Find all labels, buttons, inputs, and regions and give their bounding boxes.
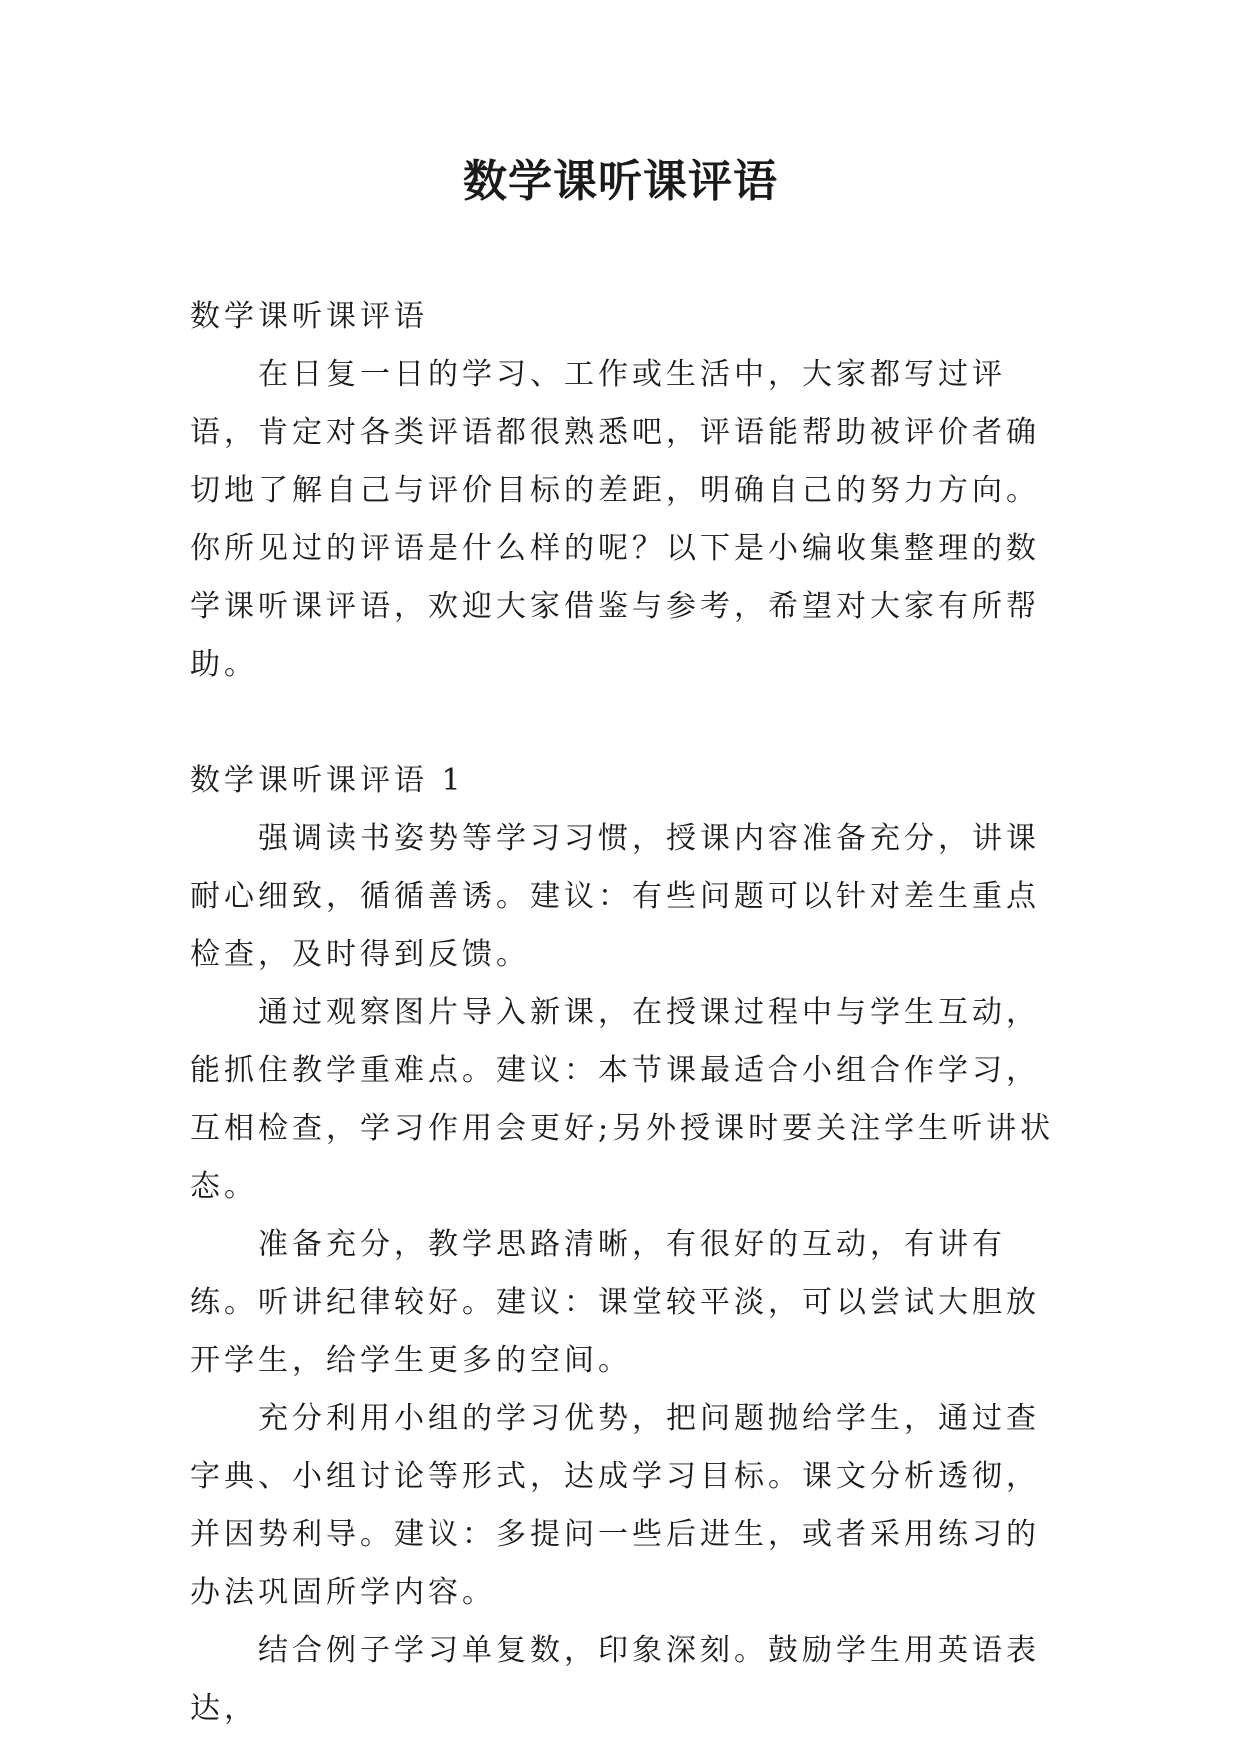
section-spacer	[190, 694, 1070, 752]
section-paragraph: 通过观察图片导入新课，在授课过程中与学生互动，能抓住教学重难点。建议：本节课最适合小组合作学习，互相检查，学习作用会更好;另外授课时要关注学生听讲状态。	[190, 995, 1055, 1204]
section-paragraph: 结合例子学习单复数，印象深刻。鼓励学生用英语表达，	[190, 1633, 1040, 1726]
intro-paragraph: 在日复一日的学习、工作或生活中，大家都写过评语，肯定对各类评语都很熟悉吧，评语能帮助被评价者确切地了解自己与评价目标的差距，明确自己的努力方向。你所见过的评语是什么样的呢？以下是小编收集整理的数学课听课评语，欢迎大家借鉴与参考，希望对大家有所帮助。	[190, 357, 1040, 682]
section-paragraph: 准备充分，教学思路清晰，有很好的互动，有讲有练。听讲纪律较好。建议：课堂较平淡，可以尝试大胆放开学生，给学生更多的空间。	[190, 1227, 1040, 1378]
document-subtitle: 数学课听课评语	[190, 299, 428, 334]
section-heading: 数学课听课评语 1	[190, 763, 465, 798]
document-body	[190, 288, 1070, 1738]
section-paragraph: 强调读书姿势等学习习惯，授课内容准备充分，讲课耐心细致，循循善诱。建议：有些问题可以针对差生重点检查，及时得到反馈。	[190, 821, 1040, 972]
section-paragraph: 充分利用小组的学习优势，把问题抛给学生，通过查字典、小组讨论等形式，达成学习目标。课文分析透彻，并因势利导。建议：多提问一些后进生，或者采用练习的办法巩固所学内容。	[190, 1401, 1040, 1610]
document-title: 数学课听课评语	[463, 156, 778, 207]
